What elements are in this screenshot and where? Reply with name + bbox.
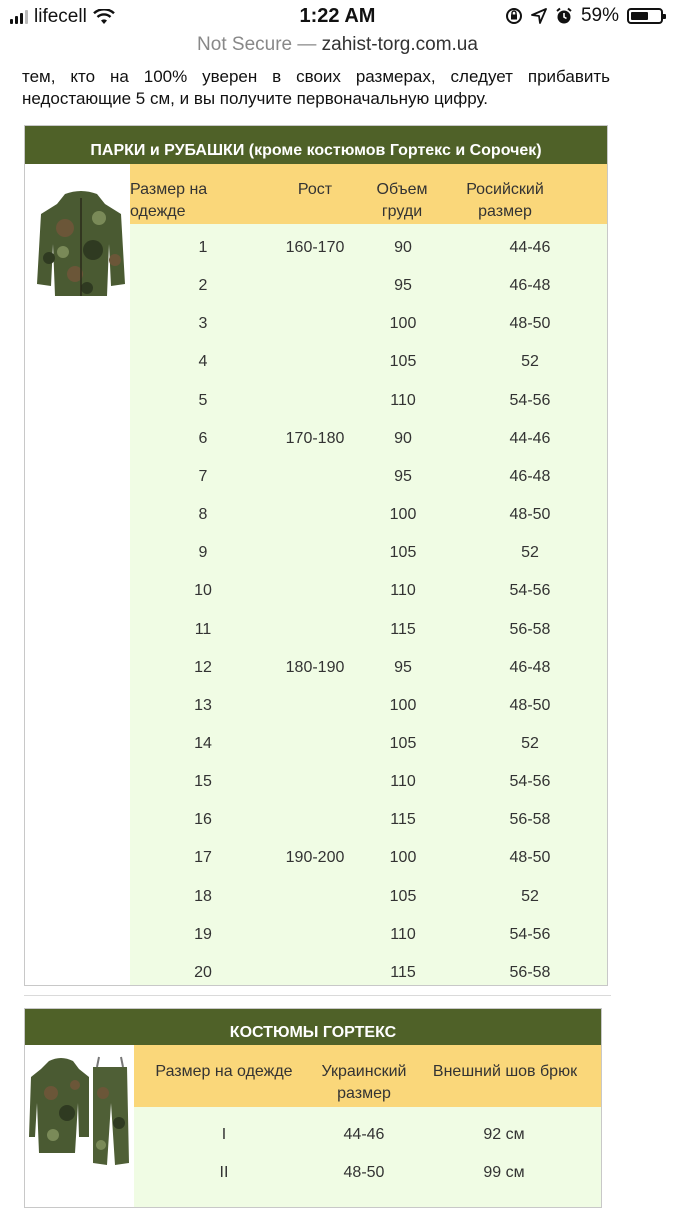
header-ua-size: Украинский размер xyxy=(321,1063,407,1102)
cell-size: 5 xyxy=(198,391,208,409)
cell-ru-size: 46-48 xyxy=(509,277,551,295)
table-row xyxy=(130,688,607,726)
table-row xyxy=(130,840,607,878)
table-row xyxy=(130,917,607,955)
cell-size: 15 xyxy=(194,773,212,791)
table-row xyxy=(130,535,607,573)
table-row xyxy=(130,383,607,421)
table-row xyxy=(130,230,607,268)
cell-chest: 95 xyxy=(394,277,412,295)
cell-ru-size: 52 xyxy=(521,734,539,752)
cell-chest: 105 xyxy=(389,544,417,562)
cell-ua-size: 44-46 xyxy=(343,1126,385,1143)
carrier-label: lifecell xyxy=(34,6,87,27)
cell-ru-size: 52 xyxy=(521,887,539,905)
table-row xyxy=(130,879,607,917)
cell-ru-size: 44-46 xyxy=(509,239,551,256)
cell-chest: 95 xyxy=(394,467,412,485)
cell-chest: 115 xyxy=(390,963,416,981)
cell-chest: 115 xyxy=(390,620,416,638)
cell-chest: 100 xyxy=(389,696,417,714)
cell-height: 170-180 xyxy=(285,429,345,447)
cell-chest: 90 xyxy=(394,239,412,256)
table-row xyxy=(134,1155,601,1193)
cell-height: 190-200 xyxy=(285,849,345,867)
table-row xyxy=(130,344,607,382)
header-size: Размер на одежде xyxy=(130,181,208,220)
cell-chest: 95 xyxy=(394,658,412,676)
cell-size: I xyxy=(221,1126,227,1143)
table-row xyxy=(130,421,607,459)
cell-ru-size: 54-56 xyxy=(509,582,551,600)
cell-chest: 105 xyxy=(389,734,417,752)
cell-ru-size: 48-50 xyxy=(509,696,551,714)
cell-size: 4 xyxy=(198,353,208,371)
cell-chest: 110 xyxy=(390,773,416,791)
address-bar[interactable] xyxy=(0,34,675,60)
cell-ru-size: 54-56 xyxy=(509,925,551,943)
cell-chest: 100 xyxy=(389,315,417,333)
cell-ua-size: 48-50 xyxy=(343,1164,385,1181)
cell-ru-size: 56-58 xyxy=(509,811,551,829)
cell-size: 17 xyxy=(194,849,212,867)
table-body xyxy=(134,1045,601,1207)
cell-size: 18 xyxy=(194,887,212,905)
cell-size: 7 xyxy=(198,467,208,485)
cell-chest: 115 xyxy=(390,811,416,829)
cell-chest: 90 xyxy=(394,429,412,447)
status-bar xyxy=(0,0,675,34)
cell-size: 16 xyxy=(194,811,212,829)
table-row xyxy=(130,459,607,497)
cell-ru-size: 56-58 xyxy=(509,963,551,981)
table-row xyxy=(130,306,607,344)
table-header xyxy=(130,164,607,224)
cell-ru-size: 44-46 xyxy=(509,429,551,447)
cell-size: 2 xyxy=(198,277,208,295)
header-chest: Объем груди xyxy=(376,181,428,220)
cell-ru-size: 46-48 xyxy=(509,658,551,676)
cell-size: 9 xyxy=(198,544,208,562)
cell-chest: 105 xyxy=(389,353,417,371)
cell-size: 3 xyxy=(198,315,208,333)
table-title: КОСТЮМЫ ГОРТЕКС xyxy=(25,1009,601,1045)
table-header xyxy=(134,1045,601,1107)
cell-size: 19 xyxy=(194,925,212,943)
battery-icon xyxy=(627,8,663,24)
cell-ru-size: 54-56 xyxy=(509,773,551,791)
domain-label: zahist-torg.com.ua xyxy=(321,34,478,55)
cell-size: 11 xyxy=(194,620,212,638)
intro-paragraph: тем, кто на 100% уверен в своих размерах, следует прибавить недостающие 5 см, и вы получите первоначальную цифру. xyxy=(22,67,610,108)
table-row xyxy=(130,955,607,993)
table-row xyxy=(130,612,607,650)
cell-chest: 110 xyxy=(390,391,416,409)
cell-chest: 110 xyxy=(390,582,416,600)
section-divider xyxy=(24,995,611,996)
cell-size: 12 xyxy=(194,658,212,676)
cell-chest: 100 xyxy=(389,849,417,867)
table-row xyxy=(130,726,607,764)
cell-ru-size: 54-56 xyxy=(509,391,551,409)
cell-size: 14 xyxy=(194,734,212,752)
gortex-suit-image xyxy=(29,1053,131,1171)
cell-size: 6 xyxy=(198,429,208,447)
cell-size: 10 xyxy=(194,582,212,600)
cell-height: 160-170 xyxy=(285,239,345,256)
battery-percent: 59% xyxy=(580,5,619,26)
cell-inseam: 99 см xyxy=(483,1164,525,1181)
cell-ru-size: 52 xyxy=(521,353,539,371)
security-label: Not Secure — xyxy=(197,34,317,55)
rotation-lock-icon xyxy=(505,7,523,25)
cell-ru-size: 56-58 xyxy=(509,620,551,638)
cell-chest: 100 xyxy=(389,506,417,524)
cell-ru-size: 48-50 xyxy=(509,506,551,524)
cell-size: 1 xyxy=(198,239,208,256)
cell-inseam: 92 см xyxy=(483,1126,525,1143)
status-right xyxy=(505,5,663,27)
clock: 1:22 AM xyxy=(299,5,376,27)
parka-size-table xyxy=(24,125,608,986)
table-row xyxy=(130,573,607,611)
table-row xyxy=(130,802,607,840)
table-row xyxy=(130,764,607,802)
header-size: Размер на одежде xyxy=(155,1063,293,1080)
header-ru-size: Росийский размер xyxy=(466,181,544,220)
table-row xyxy=(130,268,607,306)
cell-chest: 105 xyxy=(389,887,417,905)
table-body xyxy=(130,164,607,985)
cell-ru-size: 48-50 xyxy=(509,315,551,333)
gortex-size-table xyxy=(24,1008,602,1208)
cell-size: 13 xyxy=(194,696,212,714)
cell-ru-size: 48-50 xyxy=(509,849,551,867)
parka-image xyxy=(35,188,127,300)
table-title: ПАРКИ и РУБАШКИ (кроме костюмов Гортекс и Сорочек) xyxy=(25,126,607,164)
location-arrow-icon xyxy=(531,8,547,24)
cell-ru-size: 52 xyxy=(521,544,539,562)
cell-ru-size: 46-48 xyxy=(509,467,551,485)
cell-chest: 110 xyxy=(390,925,416,943)
cell-size: 8 xyxy=(198,506,208,524)
cell-size: 20 xyxy=(194,963,212,981)
header-height: Рост xyxy=(297,181,333,198)
cell-height: 180-190 xyxy=(285,658,345,676)
table-row xyxy=(130,497,607,535)
table-row xyxy=(134,1117,601,1155)
cell-size: II xyxy=(219,1164,229,1181)
alarm-icon xyxy=(555,7,573,25)
header-inseam: Внешний шов брюк xyxy=(432,1063,578,1080)
table-row xyxy=(130,650,607,688)
